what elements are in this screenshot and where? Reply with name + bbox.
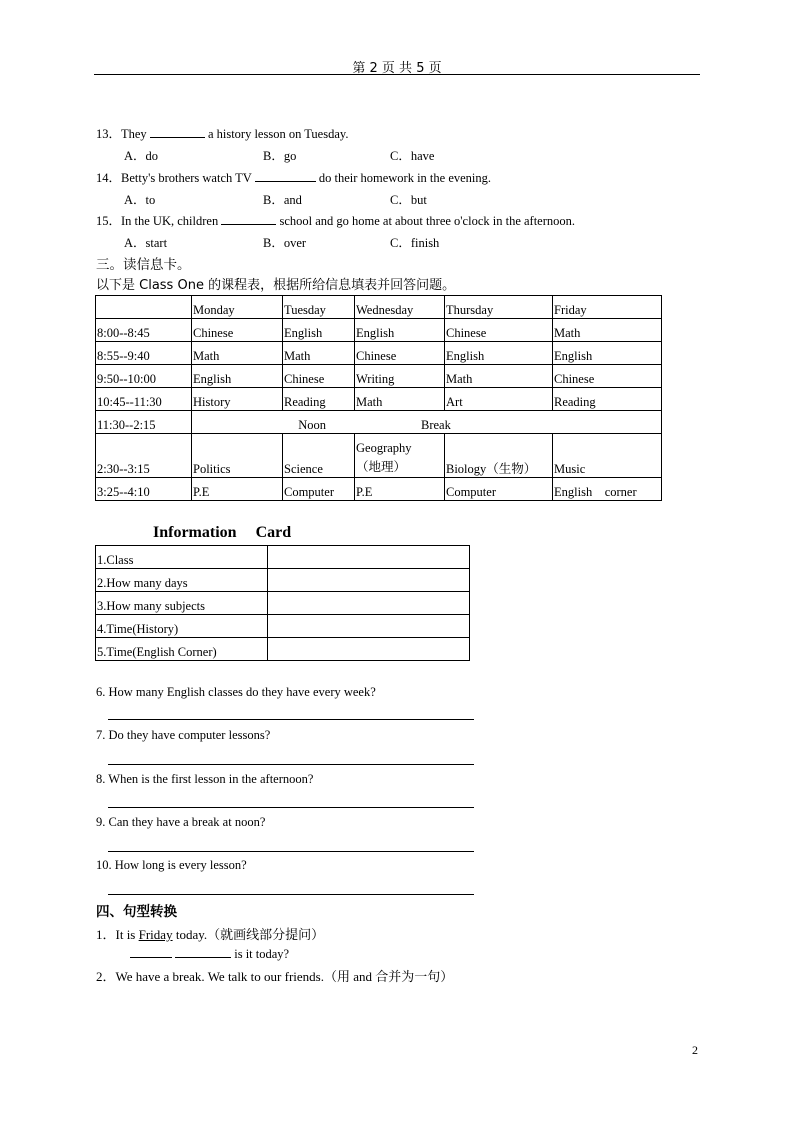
answer-line[interactable]: [108, 894, 474, 895]
option-a: A．start: [124, 236, 168, 250]
answer-line[interactable]: [108, 764, 474, 765]
time-cell: 8:00--8:45: [96, 319, 192, 342]
open-question-7: 7. Do they have computer lessons?: [96, 728, 271, 742]
question-stem-end: a history lesson on Tuesday.: [207, 127, 349, 141]
page-header: 第 2 页 共 5 页: [352, 61, 442, 76]
answer-line[interactable]: [108, 851, 474, 852]
info-card-label: 4.Time(History): [96, 615, 268, 638]
info-card-answer-cell[interactable]: [268, 546, 470, 569]
transform-answer-1: [130, 946, 289, 962]
option-a: A．do: [124, 149, 159, 163]
question-stem-start: 13．They: [96, 127, 147, 141]
schedule-header-row: [96, 296, 662, 319]
subject-cell: Computer: [445, 478, 553, 501]
info-card-answer-cell[interactable]: [268, 569, 470, 592]
section-3-title: 三。读信息卡。: [96, 257, 191, 273]
open-question-10: 10. How long is every lesson?: [96, 858, 247, 872]
subject-cell: Math: [283, 342, 355, 365]
subject-cell: English: [192, 365, 283, 388]
subject-cell: Reading: [283, 388, 355, 411]
schedule-row: [96, 319, 662, 342]
subject-cell: Chinese: [553, 365, 662, 388]
answer-blank[interactable]: [150, 126, 205, 138]
header-rule: [94, 74, 700, 75]
noon-break-cell: [192, 411, 662, 434]
question-13: [96, 124, 348, 142]
subject-cell: Politics: [192, 434, 283, 478]
info-card-label: 1.Class: [96, 546, 268, 569]
question-14: [96, 168, 491, 186]
info-card-label: 3.How many subjects: [96, 592, 268, 615]
subject-cell: English corner: [553, 478, 662, 501]
info-card-row: [96, 546, 470, 569]
day-header: Monday: [192, 296, 283, 319]
schedule-row: [96, 434, 662, 478]
info-card-table: [95, 545, 470, 661]
open-question-6: 6. How many English classes do they have every week?: [96, 685, 376, 699]
day-header: Tuesday: [283, 296, 355, 319]
subject-cell: Math: [553, 319, 662, 342]
open-question-9: 9. Can they have a break at noon?: [96, 815, 266, 829]
question-15: [96, 211, 575, 229]
section-3-intro: 以下是 Class One 的课程表，根据所给信息填表并回答问题。: [96, 278, 456, 293]
subject-cell: English: [553, 342, 662, 365]
noon-label: Noon: [298, 418, 326, 432]
subject-cell: Reading: [553, 388, 662, 411]
subject-cell: Math: [192, 342, 283, 365]
transform-question-1: [96, 924, 324, 943]
time-cell: 2:30--3:15: [96, 434, 192, 478]
answer-blank[interactable]: [221, 213, 276, 225]
answer-blank[interactable]: [255, 170, 316, 182]
subject-cell: Geography （地理）: [355, 434, 445, 478]
info-card-label: 2.How many days: [96, 569, 268, 592]
subject-cell: Chinese: [283, 365, 355, 388]
question-stem-end: school and go home at about three o'clock in the afternoon.: [279, 214, 576, 228]
subject-cell: Biology（生物）: [445, 434, 553, 478]
time-cell: 8:55--9:40: [96, 342, 192, 365]
schedule-row: [96, 388, 662, 411]
subject-cell: English: [445, 342, 553, 365]
answer-line[interactable]: [108, 719, 474, 720]
subject-cell: Music: [553, 434, 662, 478]
q1-suffix: today.（就画线部分提问）: [175, 927, 325, 942]
question-stem-start: 15．In the UK, children: [96, 214, 219, 228]
noon-break-row: [96, 411, 662, 434]
answer-blank[interactable]: [130, 946, 172, 958]
open-question-8: 8. When is the first lesson in the afternoon?: [96, 772, 314, 786]
section-4-title: 四、句型转换: [96, 904, 177, 920]
subject-cell: P.E: [192, 478, 283, 501]
subject-cell: Writing: [355, 365, 445, 388]
info-card-answer-cell[interactable]: [268, 592, 470, 615]
page-number: 2: [692, 1043, 698, 1057]
subject-cell: Art: [445, 388, 553, 411]
schedule-row: [96, 365, 662, 388]
subject-cell: English: [355, 319, 445, 342]
option-b: B．over: [263, 236, 307, 250]
option-a: A．to: [124, 193, 156, 207]
subject-cell: Chinese: [355, 342, 445, 365]
question-stem-end: do their homework in the evening.: [318, 171, 492, 185]
transform-question-2: 2．We have a break. We talk to our friends.（用 and 合并为一句）: [96, 969, 454, 984]
subject-cell: English: [283, 319, 355, 342]
subject-cell: Math: [355, 388, 445, 411]
q1-answer-suffix: is it today?: [234, 947, 290, 961]
answer-blank[interactable]: [175, 946, 231, 958]
corner-cell: [96, 296, 192, 319]
subject-cell: Math: [445, 365, 553, 388]
time-cell: 3:25--4:10: [96, 478, 192, 501]
info-card-row: [96, 638, 470, 661]
info-card-row: [96, 592, 470, 615]
day-header: Wednesday: [355, 296, 445, 319]
day-header: Thursday: [445, 296, 553, 319]
break-label: Break: [421, 418, 451, 432]
info-card-answer-cell[interactable]: [268, 638, 470, 661]
info-card-label: 5.Time(English Corner): [96, 638, 268, 661]
question-stem-start: 14．Betty's brothers watch TV: [96, 171, 252, 185]
info-card-row: [96, 569, 470, 592]
time-cell: 9:50--10:00: [96, 365, 192, 388]
schedule-row: [96, 342, 662, 365]
option-b: B．go: [263, 149, 297, 163]
class-schedule-table: [95, 295, 662, 501]
subject-cell: History: [192, 388, 283, 411]
subject-cell: Science: [283, 434, 355, 478]
info-card-title-right: Card: [255, 524, 292, 541]
schedule-row: [96, 478, 662, 501]
option-b: B．and: [263, 193, 302, 207]
info-card-row: [96, 615, 470, 638]
info-card-title: [153, 524, 291, 542]
option-c: C．but: [390, 193, 427, 207]
time-cell: 11:30--2:15: [96, 411, 192, 434]
day-header: Friday: [553, 296, 662, 319]
info-card-answer-cell[interactable]: [268, 615, 470, 638]
subject-cell: Computer: [283, 478, 355, 501]
option-c: C．have: [390, 149, 435, 163]
q1-prefix: 1．It is: [96, 927, 136, 942]
subject-cell: Chinese: [445, 319, 553, 342]
info-card-title-left: Information: [153, 524, 237, 541]
answer-line[interactable]: [108, 807, 474, 808]
time-cell: 10:45--11:30: [96, 388, 192, 411]
subject-cell: P.E: [355, 478, 445, 501]
option-c: C．finish: [390, 236, 440, 250]
underlined-word: Friday: [138, 927, 173, 942]
subject-cell: Chinese: [192, 319, 283, 342]
